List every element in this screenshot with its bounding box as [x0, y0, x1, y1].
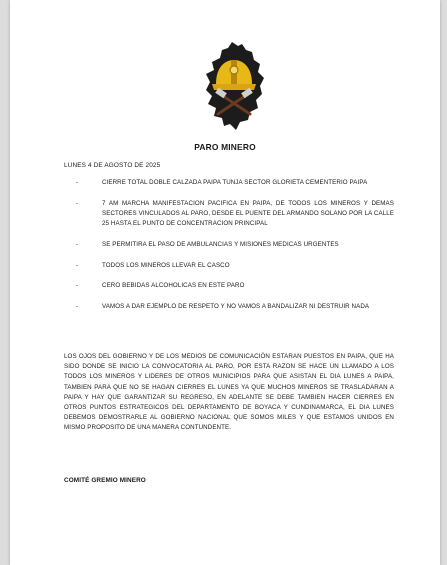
list-item	[64, 281, 394, 291]
bullet-list	[64, 178, 394, 323]
list-item	[64, 302, 394, 312]
bullet-marker: -	[76, 261, 79, 269]
bullet-text: SE PERMITIRA EL PASO DE AMBULANCIAS Y MISIONES MEDICAS URGENTES	[102, 240, 339, 248]
list-item	[64, 178, 394, 188]
bullet-text: CERO BEBIDAS ALCOHOLICAS EN ESTE PARO	[102, 282, 245, 290]
bullet-marker: -	[76, 179, 79, 186]
helmet-lamp	[230, 66, 238, 74]
bullet-text: 7 AM MARCHA MANIFESTACION PACIFICA EN PAIPA, DE TODOS LOS MINEROS Y DEMAS SECTORES VINCULADOS AL PARO, DESDE EL PUENTE DEL ARMANDO SOLANO POR LA CALLE 25 HASTA EL PUNTO DE CONCENTRACION PRINCIPAL	[102, 199, 394, 228]
body-paragraph: LOS OJOS DEL GOBIERNO Y DE LOS MEDIOS DE COMUNICACIÓN ESTARAN PUESTOS EN PAIPA, QUE HA SIDO DONDE SE INICIO LA CONVOCATORIA AL PARO, POR ESTA RAZON SE HACE UN LLAMADO A LOS TODOS LOS MINEROS Y LIDERES DE OTROS MUNICIPIOS PARA QUE ASISTAN EL DIA LUNES A PAIPA, TAMBIEN PARA QUE NO SE HAGAN CIERRES EL LUNES YA QUE MUCHOS MINEROS SE TRASLADARAN A PAIPA Y HAY QUE GARANTIZAR SU REGRESO, EN ADELANTE SE DEBE TAMBIEN HACER CIERRES EN OTROS PUNTOS ESTRATEGICOS DEL DEPARTAMENTO DE BOYACA Y CUNDINAMARCA, EL DIA LUNES DEBEMOS DEMOSTRARLE AL GOBIERNO NACIONAL QUE SOMOS MILES Y QUE ESTAMOS UNIDOS EN MISMO PROPOSITO DE UNA MANERA CONTUNDENTE.	[64, 353, 394, 432]
bullet-marker: -	[76, 199, 79, 207]
list-item	[64, 240, 394, 250]
signature: COMITÉ GREMIO MINERO	[64, 477, 146, 484]
miner-helmet-logo-icon	[202, 40, 266, 132]
document-date: LUNES 4 DE AGOSTO DE 2025	[64, 162, 161, 169]
document-title: PARO MINERO	[194, 142, 256, 152]
document-page	[10, 0, 440, 565]
bullet-text: CIERRE TOTAL DOBLE CALZADA PAIPA TUNJA SECTOR GLORIETA CEMENTERIO PAIPA	[102, 179, 368, 186]
bullet-marker: -	[76, 282, 79, 290]
bullet-marker: -	[76, 302, 79, 310]
bullet-text: TODOS LOS MINEROS LLEVAR EL CASCO	[102, 261, 230, 269]
list-item	[64, 199, 394, 230]
bullet-text: VAMOS A DAR EJEMPLO DE RESPETO Y NO VAMOS A BANDALIZAR NI DESTRUIR NADA	[102, 302, 370, 310]
list-item	[64, 261, 394, 271]
bullet-marker: -	[76, 240, 79, 248]
